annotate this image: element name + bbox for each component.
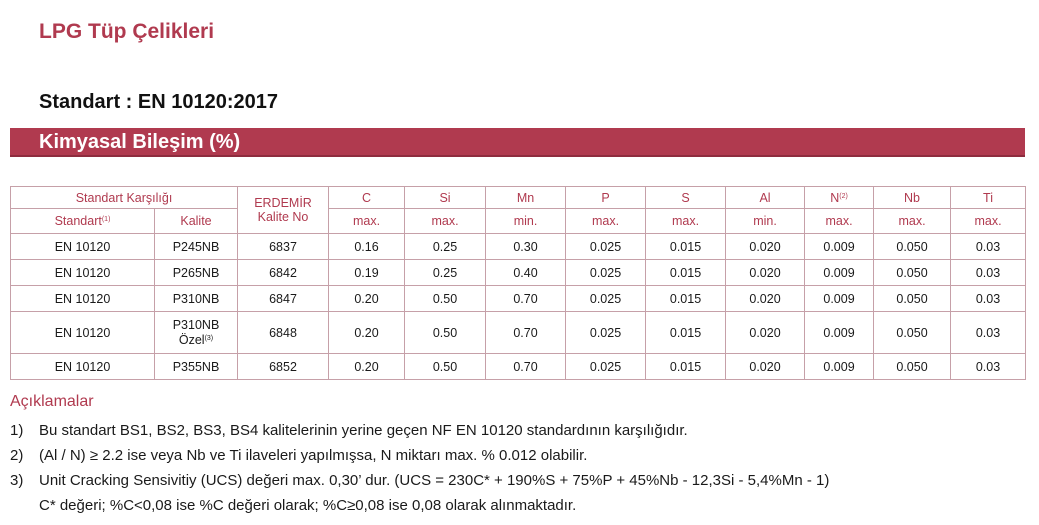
cell-value: 0.015: [646, 286, 726, 312]
header-erdemir: [238, 187, 329, 234]
cell-kalite: P245NB: [155, 234, 238, 260]
cell-erdemir: 6848: [238, 312, 329, 354]
note-text: Bu standart BS1, BS2, BS3, BS4 kalitelerinin yerine geçen NF EN 10120 standardının karşılığıdır.: [39, 422, 688, 439]
cell-value: 0.020: [726, 354, 805, 380]
cell-kalite: P310NB: [155, 286, 238, 312]
cell-value: 0.009: [805, 234, 874, 260]
cell-value: 0.015: [646, 234, 726, 260]
note-text: Unit Cracking Sensivitiy (UCS) değeri max. 0,30’ dur. (UCS = 230C* + 190%S + 75%P + 45%Nb - 12,3Si - 5,4%Mn - 1): [39, 472, 830, 489]
cell-value: 0.009: [805, 312, 874, 354]
note-number: 2): [10, 447, 24, 464]
header-erdemir-line1: ERDEMİR: [254, 196, 312, 210]
cell-erdemir: 6852: [238, 354, 329, 380]
cell-value: 0.015: [646, 260, 726, 286]
cell-standard: EN 10120: [11, 312, 155, 354]
header-standard: Standart$^{(1)}$: [11, 209, 155, 234]
header-limit: max.: [566, 209, 646, 234]
cell-value: 0.009: [805, 260, 874, 286]
cell-value: 0.025: [566, 234, 646, 260]
cell-standard: EN 10120: [11, 286, 155, 312]
section-title: Kimyasal Bileşim (%): [39, 131, 241, 153]
table-row: [11, 312, 1026, 354]
header-limit: max.: [646, 209, 726, 234]
header-limit: max.: [805, 209, 874, 234]
cell-value: 0.70: [486, 354, 566, 380]
header-element: Al: [726, 187, 805, 209]
cell-value: 0.050: [874, 354, 951, 380]
cell-kalite-line2: Özel: [178, 333, 205, 347]
cell-standard: EN 10120: [11, 260, 155, 286]
header-element: $N^{(2)}$: [805, 187, 874, 209]
notes-list: [10, 418, 1030, 518]
note-text: (Al / N) ≥ 2.2 ise veya Nb ve Ti ilaveleri yapılmışsa, N miktarı max. % 0.012 olabilir.: [39, 447, 588, 464]
cell-value: 0.03: [951, 312, 1026, 354]
footnote-marker: (1): [101, 216, 111, 223]
cell-value: 0.009: [805, 286, 874, 312]
cell-value: 0.03: [951, 354, 1026, 380]
table-row: [11, 260, 1026, 286]
cell-value: 0.020: [726, 286, 805, 312]
notes-title: Açıklamalar: [10, 393, 94, 410]
table-row: [11, 286, 1026, 312]
note-number: 3): [10, 472, 24, 489]
cell-value: 0.050: [874, 234, 951, 260]
table-row: [11, 354, 1026, 380]
cell-value: 0.015: [646, 312, 726, 354]
header-limit: max.: [329, 209, 405, 234]
cell-value: 0.025: [566, 286, 646, 312]
header-element: Si: [405, 187, 486, 209]
header-element: Ti: [951, 187, 1026, 209]
header-limit: max.: [874, 209, 951, 234]
cell-value: 0.03: [951, 234, 1026, 260]
section-banner: [10, 128, 1025, 157]
note-number: 1): [10, 422, 24, 439]
cell-value: 0.025: [566, 312, 646, 354]
cell-value: 0.03: [951, 260, 1026, 286]
cell-value: 0.70: [486, 312, 566, 354]
cell-value: 0.40: [486, 260, 566, 286]
header-limit: min.: [486, 209, 566, 234]
header-element: P: [566, 187, 646, 209]
cell-value: 0.70: [486, 286, 566, 312]
cell-value: 0.25: [405, 234, 486, 260]
cell-value: 0.020: [726, 260, 805, 286]
cell-value: 0.25: [405, 260, 486, 286]
cell-value: 0.03: [951, 286, 1026, 312]
header-limit: max.: [951, 209, 1026, 234]
cell-value: 0.020: [726, 312, 805, 354]
cell-value: 0.020: [726, 234, 805, 260]
cell-value: 0.20: [329, 312, 405, 354]
header-limit: max.: [405, 209, 486, 234]
cell-value: 0.025: [566, 354, 646, 380]
cell-kalite: P355NB: [155, 354, 238, 380]
header-element: S: [646, 187, 726, 209]
cell-value: 0.50: [405, 312, 486, 354]
cell-value: 0.20: [329, 354, 405, 380]
cell-value: 0.050: [874, 286, 951, 312]
note-text: C* değeri; %C<0,08 ise %C değeri olarak; %C≥0,08 ise 0,08 olarak alınmaktadır.: [39, 497, 577, 514]
cell-erdemir: 6847: [238, 286, 329, 312]
cell-kalite-line1: P310NB: [172, 318, 220, 332]
cell-erdemir: 6842: [238, 260, 329, 286]
cell-standard: EN 10120: [11, 354, 155, 380]
header-limit: min.: [726, 209, 805, 234]
cell-value: 0.50: [405, 286, 486, 312]
cell-value: 0.20: [329, 286, 405, 312]
chemical-composition-table: [10, 186, 1026, 380]
cell-value: 0.025: [566, 260, 646, 286]
header-element: Mn: [486, 187, 566, 209]
cell-kalite: [155, 312, 238, 354]
group-header-standard-equivalent: Standart Karşılığı: [11, 187, 238, 209]
note-item: [10, 493, 1030, 518]
page-title: LPG Tüp Çelikleri: [39, 20, 215, 43]
note-item: [10, 443, 1030, 468]
header-element: C: [329, 187, 405, 209]
header-kalite: Kalite: [155, 209, 238, 234]
note-item: [10, 468, 1030, 493]
standard-title: Standart : EN 10120:2017: [39, 91, 279, 113]
cell-value: 0.050: [874, 260, 951, 286]
cell-value: 0.50: [405, 354, 486, 380]
cell-kalite: P265NB: [155, 260, 238, 286]
header-erdemir-line2: Kalite No: [257, 210, 309, 224]
note-item: [10, 418, 1030, 443]
footnote-marker: (3): [204, 335, 214, 342]
cell-value: 0.16: [329, 234, 405, 260]
cell-standard: EN 10120: [11, 234, 155, 260]
cell-value: 0.015: [646, 354, 726, 380]
cell-value: 0.050: [874, 312, 951, 354]
table-row: [11, 234, 1026, 260]
header-element: Nb: [874, 187, 951, 209]
cell-value: 0.009: [805, 354, 874, 380]
footnote-marker: (2): [839, 192, 848, 200]
cell-value: 0.19: [329, 260, 405, 286]
cell-value: 0.30: [486, 234, 566, 260]
cell-erdemir: 6837: [238, 234, 329, 260]
